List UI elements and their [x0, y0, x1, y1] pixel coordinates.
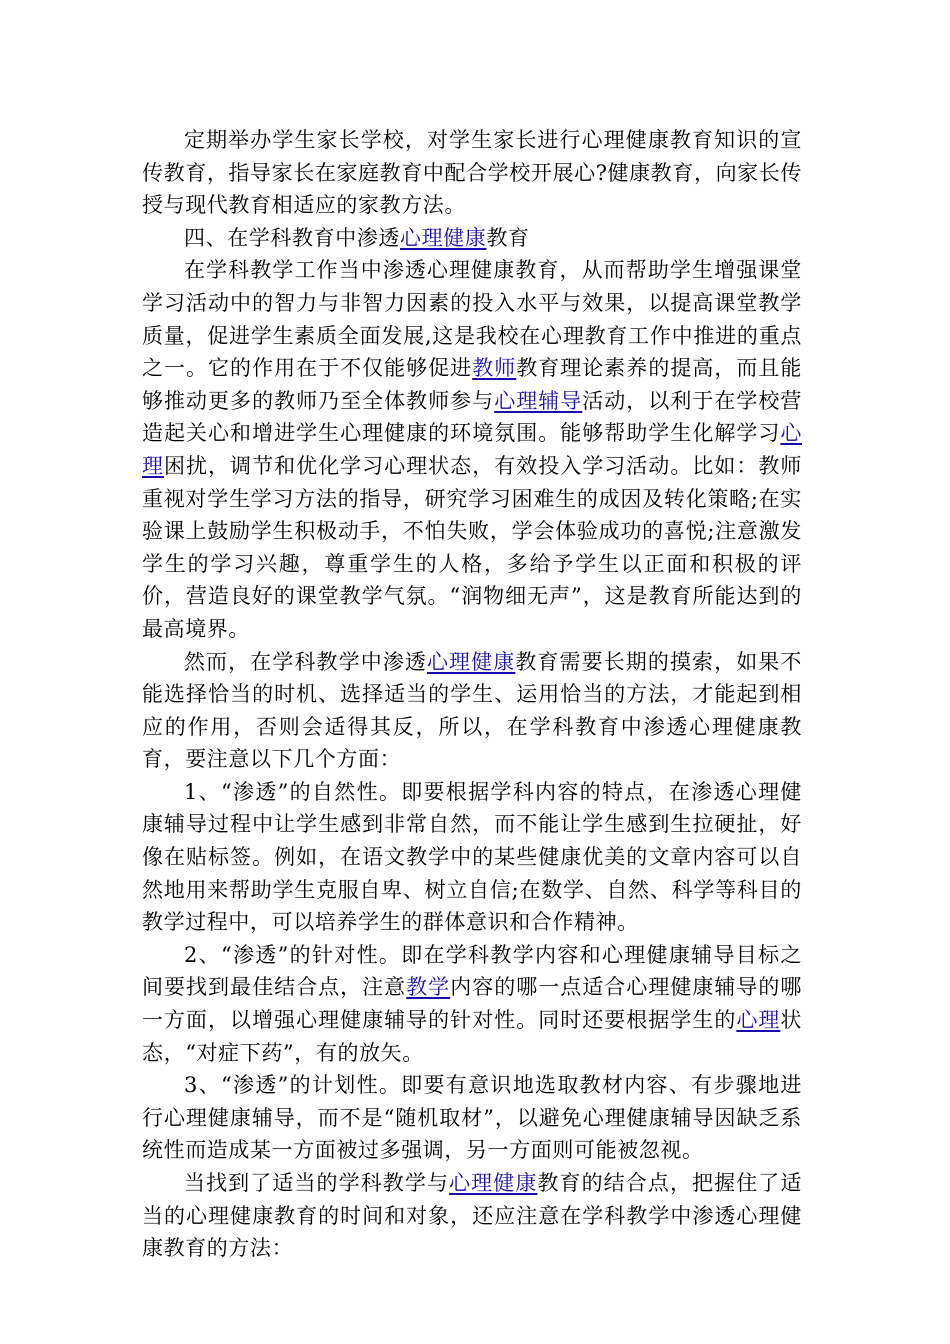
text-run: 然而，在学科教学中渗透	[184, 649, 427, 674]
text-run: 1、“渗透”的自然性。即要根据学科内容的特点，在渗透心理健康辅导过程中让学生感到非常自然，而不能让学生感到生拉硬扯，好像在贴标签。例如，在语文教学中的某些健康优美的文章内容可以自然地用来帮助学生克服自卑、树立自信;在数学、自然、科学等科目的教学过程中，可以培养学生的群体意识和合作精神。	[142, 779, 802, 935]
keyword-link[interactable]: 心理	[736, 1008, 781, 1033]
keyword-link[interactable]: 心理辅导	[494, 388, 583, 413]
text-run: 活动，以利于在学校营造起关心和增进学生心理健康的环境氛围。能够帮助学生化解学习	[142, 388, 802, 446]
text-run: 教育	[486, 225, 530, 250]
text-run: 教育需要长期的摸索，如果不能选择恰当的时机、选择适当的学生、运用恰当的方法，才能起到相应的作用，否则会适得其反，所以，在学科教育中渗透心理健康教育，要注意以下几个方面：	[142, 649, 802, 772]
text-run: 教育的结合点，把握住了适当的心理健康教育的时间和对象，还应注意在学科教学中渗透心理健康教育的方法：	[142, 1171, 802, 1261]
text-run: 2、“渗透”的针对性。即在学科教学内容和心理健康辅导目标之间要找到最佳结合点，注意	[142, 942, 802, 1000]
paragraph	[142, 776, 802, 939]
text-run: 四、在学科教育中渗透	[184, 225, 400, 250]
keyword-link[interactable]: 心理健康	[426, 649, 516, 674]
paragraph	[142, 222, 802, 255]
paragraph	[142, 124, 802, 222]
document-page	[142, 124, 802, 1265]
paragraph	[142, 1167, 802, 1265]
text-run: 状态，“对症下药”，有的放矢。	[142, 1008, 802, 1065]
keyword-link[interactable]: 心理健康	[400, 225, 487, 250]
keyword-link[interactable]: 心理健康	[449, 1171, 538, 1195]
paragraph	[142, 646, 802, 776]
text-run: 内容的哪一点适合心理健康辅导的哪一方面，以增强心理健康辅导的针对性。同时还要根据学生的	[142, 975, 803, 1033]
text-run: 定期举办学生家长学校，对学生家长进行心理健康教育知识的宣传教育，指导家长在家庭教育中配合学校开展心?健康教育，向家长传授与现代教育相适应的家教方法。	[142, 128, 802, 218]
paragraph	[142, 939, 802, 1069]
keyword-link[interactable]: 教师	[472, 356, 517, 381]
paragraph	[142, 254, 802, 645]
text-run: 困扰，调节和优化学习心理状态，有效投入学习活动。比如：教师重视对学生学习方法的指导，研究学习困难生的成因及转化策略;在实验课上鼓励学生积极动手，不怕失败，学会体验成功的喜悦;注意激发学生的学习兴趣，尊重学生的人格，多给予学生以正面和积极的评价，营造良好的课堂教学气氛。“润物细无声”，这是教育所能达到的最高境界。	[142, 453, 802, 641]
text-run: 3、“渗透”的计划性。即要有意识地选取教材内容、有步骤地进行心理健康辅导，而不是“随机取材”，以避免心理健康辅导因缺乏系统性而造成某一方面被过多强调，另一方面则可能被忽视。	[142, 1073, 802, 1163]
paragraph	[142, 1069, 802, 1167]
text-run: 在学科教学工作当中渗透心理健康教育，从而帮助学生增强课堂学习活动中的智力与非智力因素的投入水平与效果，以提高课堂教学质量，促进学生素质全面发展,这是我校在心理教育工作中推进的重点之一。它的作用在于不仅能够促进	[142, 258, 802, 381]
keyword-link[interactable]: 教学	[406, 975, 451, 1000]
text-run: 教育理论素养的提高，而且能够推动更多的教师乃至全体教师参与	[142, 356, 802, 413]
keyword-link[interactable]: 心理	[142, 421, 802, 478]
text-run: 当找到了适当的学科教学与	[184, 1171, 450, 1195]
